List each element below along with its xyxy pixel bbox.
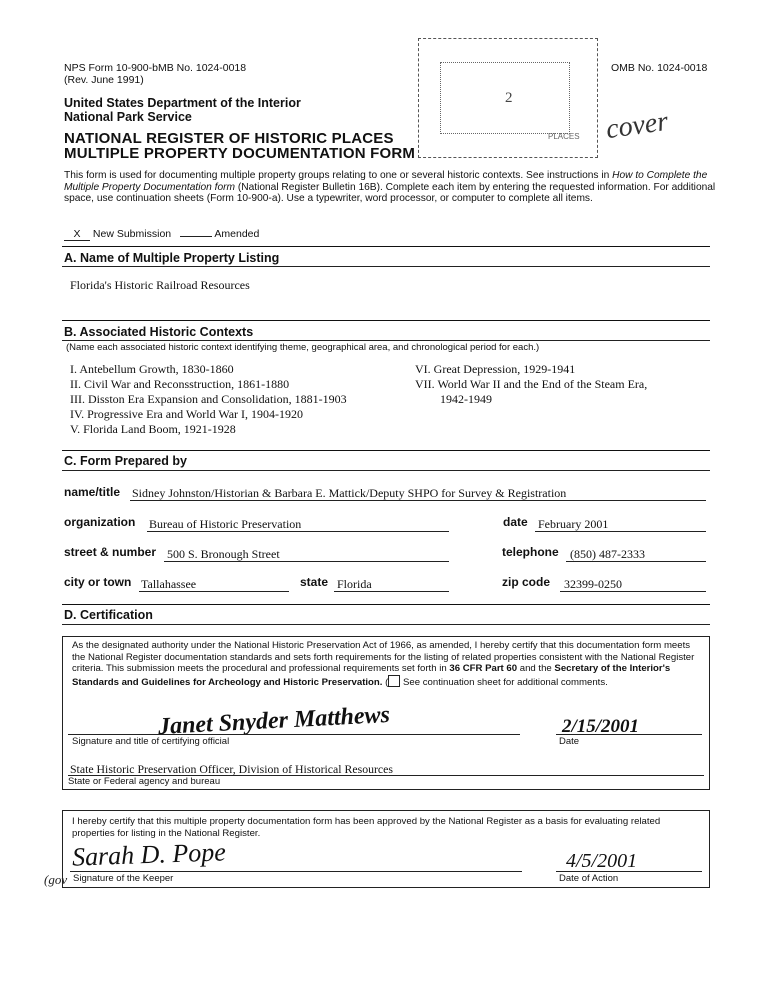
service-name: National Park Service [64,110,192,124]
city-value[interactable]: Tallahassee [141,577,197,591]
date-label: date [503,515,528,529]
telephone-underline [566,561,706,562]
new-submission-label: New Submission [92,228,172,240]
amended-mark[interactable] [180,236,212,237]
section-d-top-rule [62,604,710,605]
date1-line [556,734,702,735]
omb-number: OMB No. 1024-0018 [611,62,708,74]
date1-label: Date [559,736,580,747]
signature1-line [68,734,520,735]
margin-handwritten-mark: (gov [44,872,68,887]
city-underline [139,591,289,592]
multiple-property-name: Florida's Historic Railroad Resources [70,278,250,292]
date-value[interactable]: February 2001 [538,517,609,531]
section-c-top-rule [62,450,710,451]
zip-underline [560,591,706,592]
signature1-label: Signature and title of certifying official [72,736,230,747]
context-item: VII. World War II and the End of the Steam Era, [415,377,648,391]
context-item: III. Disston Era Expansion and Consolidation, 1881-1903 [70,392,347,406]
continuation-checkbox[interactable] [388,675,400,687]
context-item: V. Florida Land Boom, 1921-1928 [70,422,236,436]
organization-label: organization [64,515,136,529]
city-label: city or town [64,575,132,589]
section-c-title: C. Form Prepared by [64,454,187,468]
keeper-text: I hereby certify that this multiple property documentation form has been approved by the National Register as a basis for evaluating related properties for listing in the National Register. [72,816,661,839]
date2-label: Date of Action [559,873,619,884]
organization-underline [147,531,449,532]
signature2-label: Signature of the Keeper [73,873,174,884]
section-d-bottom-rule [62,624,710,625]
contexts-left-column [70,362,347,437]
state-underline [334,591,449,592]
form-number: NPS Form 10-900-bMB No. 1024-0018 [64,62,247,74]
keeper-signature: Sarah D. Pope [71,837,227,872]
section-b-note: (Name each associated historic context identifying theme, geographical area, and chronological period for each.) [66,342,540,353]
context-item: IV. Progressive Era and World War I, 1904-1920 [70,407,304,421]
name-title-label: name/title [64,485,121,499]
action-date-handwritten: 4/5/2001 [566,850,638,872]
section-d-title: D. Certification [64,608,153,622]
section-a-title: A. Name of Multiple Property Listing [64,251,280,265]
stamp-text: PLACES [548,132,580,141]
organization-value[interactable]: Bureau of Historic Preservation [149,517,302,531]
telephone-label: telephone [502,545,559,559]
agency-label: State or Federal agency and bureau [68,776,221,787]
certification-text: As the designated authority under the National Historic Preservation Act of 1966, as amended, I hereby certify that this documentation form meets the National Register documentation standards and sets forth requirements for the listing of related properties consistent with the National Register criteria. This submission meets the procedural and professional requirements set forth in 36 CFR Part 60 and the Secretary of the Interior's Standards and Guidelines for Archeology and Historic Preservation. ( See continuation sheet for additional comments. [72,640,695,688]
street-underline [164,561,449,562]
form-revision: (Rev. June 1991) [64,74,144,86]
zip-value[interactable]: 32399-0250 [564,577,622,591]
telephone-value[interactable]: (850) 487-2333 [570,547,645,561]
street-label: street & number [64,545,157,559]
name-title-value[interactable]: Sidney Johnston/Historian & Barbara E. Mattick/Deputy SHPO for Survey & Registration [132,486,567,500]
signature2-line [70,871,522,872]
context-item: 1942-1949 [440,392,492,406]
date-underline [535,531,706,532]
handwritten-cover-note: cover [604,105,670,146]
section-a-bottom-rule [62,266,710,267]
department-name: United States Department of the Interior [64,96,301,110]
form-title-line1: NATIONAL REGISTER OF HISTORIC PLACES [64,130,394,147]
certification-date-handwritten: 2/15/2001 [562,716,640,737]
section-b-bottom-rule [62,340,710,341]
date2-line [556,871,702,872]
context-item: I. Antebellum Growth, 1830-1860 [70,362,234,376]
contexts-right-column [415,362,647,407]
form-title-line2: MULTIPLE PROPERTY DOCUMENTATION FORM [64,145,416,162]
section-b-top-rule [62,320,710,321]
new-submission-mark[interactable]: X [64,228,90,241]
name-title-underline [130,500,706,501]
street-value[interactable]: 500 S. Bronough Street [167,547,280,561]
certifying-official-signature: Janet Snyder Matthews [157,701,391,741]
section-c-bottom-rule [62,470,710,471]
submission-type [64,228,259,241]
amended-label: Amended [214,228,260,240]
agency-value[interactable]: State Historic Preservation Officer, Division of Historical Resources [70,762,393,776]
section-a-top-rule [62,246,710,247]
state-label: state [300,575,329,589]
intro-paragraph: This form is used for documenting multiple property groups relating to one or several historic contexts. See instructions in How to Complete the Multiple Property Documentation form (National Register Bulletin 16B). Complete each item by entering the requested information. For additional space, use continuation sheets (Form 10-900-a). Use a typewriter, word processor, or computer to complete all items. [64,170,716,204]
stamp-mark: 2 [505,90,513,106]
context-item: VI. Great Depression, 1929-1941 [415,362,576,376]
section-b-title: B. Associated Historic Contexts [64,325,254,339]
zip-label: zip code [502,575,551,589]
state-value[interactable]: Florida [337,577,372,591]
context-item: II. Civil War and Reconsstruction, 1861-1880 [70,377,290,391]
